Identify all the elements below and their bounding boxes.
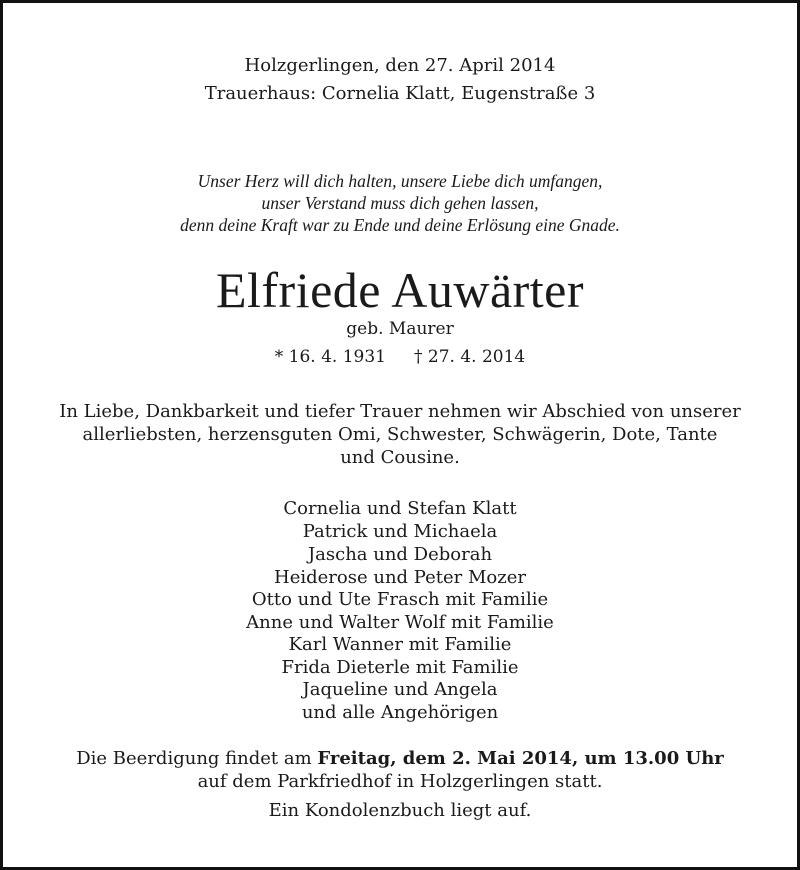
condolence-book: Ein Kondolenzbuch liegt auf. [268, 800, 532, 821]
funeral-location: auf dem Parkfriedhof in Holzgerlingen statt. [197, 771, 603, 792]
poem-line: unser Verstand muss dich gehen lassen, [261, 193, 539, 213]
farewell-line: In Liebe, Dankbarkeit und tiefer Trauer nehmen wir Abschied von unserer [59, 401, 741, 422]
death-date: † 27. 4. 2014 [414, 347, 526, 367]
place-date: Holzgerlingen, den 27. April 2014 [244, 55, 556, 76]
family-member: Karl Wanner mit Familie [288, 634, 512, 655]
funeral-details [3, 748, 797, 769]
family-member: und alle Angehörigen [301, 702, 499, 723]
birth-date: * 16. 4. 1931 [274, 347, 386, 367]
family-member: Jascha und Deborah [307, 544, 493, 565]
family-member: Anne und Walter Wolf mit Familie [246, 612, 554, 633]
family-member: Frida Dieterle mit Familie [281, 657, 519, 678]
family-member: Heiderose und Peter Mozer [274, 567, 526, 588]
poem-line: Unser Herz will dich halten, unsere Liebe dich umfangen, [197, 171, 603, 191]
life-dates [3, 347, 797, 367]
funeral-intro: Die Beerdigung findet am [76, 748, 318, 769]
family-member: Otto und Ute Frasch mit Familie [251, 589, 549, 610]
family-member: Jaqueline und Angela [302, 679, 498, 700]
funeral-date: Freitag, dem 2. Mai 2014, um 13.00 Uhr [317, 748, 724, 769]
deceased-name: Elfriede Auwärter [215, 262, 585, 318]
farewell-line: und Cousine. [340, 447, 460, 468]
maiden-name: geb. Maurer [346, 319, 454, 339]
family-member: Cornelia und Stefan Klatt [283, 498, 517, 519]
farewell-line: allerliebsten, herzensguten Omi, Schwester, Schwägerin, Dote, Tante [82, 424, 718, 445]
family-member: Patrick und Michaela [302, 521, 498, 542]
poem-line: denn deine Kraft war zu Ende und deine Erlösung eine Gnade. [180, 215, 620, 235]
mourning-house: Trauerhaus: Cornelia Klatt, Eugenstraße 3 [204, 83, 596, 104]
